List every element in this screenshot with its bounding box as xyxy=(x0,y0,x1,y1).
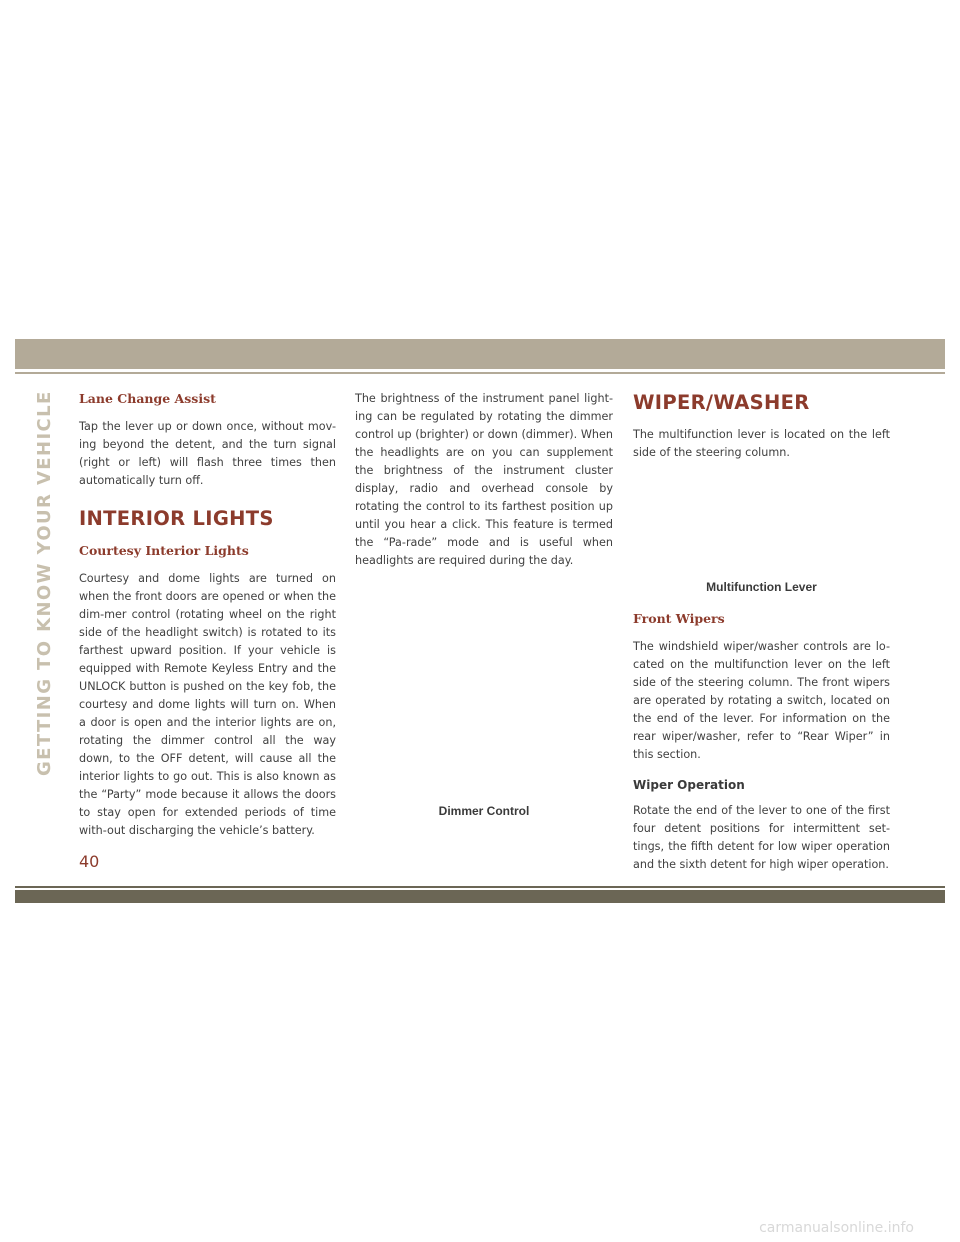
courtesy-lights-paragraph: Courtesy and dome lights are turned on when the front doors are opened or when the dim-mer control (rotating wheel on the right side of the headlight switch) is rotated to its farthest upward position. If your vehicle is equipped with Remote Keyless Entry and the UNLOCK button is pushed on the key fob, the courtesy and dome lights will turn on. When a door is open and the interior lights are on, rotating the dimmer control all the way down, to the OFF detent, will cause all the interior lights to go out. This is also known as the “Party” mode because it allows the doors to stay open for extended periods of time with-out discharging the vehicle’s battery. xyxy=(79,572,336,837)
column-1 xyxy=(79,390,336,852)
section-side-label xyxy=(34,390,56,850)
wiper-washer-heading: WIPER/WASHER xyxy=(633,391,810,414)
front-wipers-paragraph: The windshield wiper/washer controls are lo-cated on the multifunction lever on the left side of the steering column. The front wipers are operated by rotating a switch, located on the end of the lever. For information on the rear wiper/washer, refer to “Rear Wiper” in this section. xyxy=(633,640,890,761)
watermark: carmanualsonline.info xyxy=(759,1220,914,1236)
header-band xyxy=(15,339,945,369)
brightness-paragraph: The brightness of the instrument panel light-ing can be regulated by rotating the dimmer control up (brighter) or down (dimmer). When the headlights are on you can supplement the brightness of the instrument cluster display, radio and overhead console by rotating the control to its farthest position up until you hear a click. This feature is termed the “Pa-rade” mode and is useful when headlights are required during the day. xyxy=(355,392,613,567)
column-2 xyxy=(355,390,613,818)
front-wipers-heading: Front Wipers xyxy=(633,611,725,626)
section-side-label-text: GETTING TO KNOW YOUR VEHICLE xyxy=(34,390,55,776)
page-number: 40 xyxy=(79,852,100,871)
dimmer-control-figure xyxy=(355,582,613,804)
wiper-intro-paragraph: The multifunction lever is located on the left side of the steering column. xyxy=(633,428,890,459)
column-3 xyxy=(633,390,890,886)
lane-change-heading: Lane Change Assist xyxy=(79,391,216,406)
multifunction-lever-caption: Multifunction Lever xyxy=(706,580,817,594)
footer-rule xyxy=(15,886,945,888)
wiper-operation-heading: Wiper Operation xyxy=(633,778,745,792)
wiper-operation-paragraph: Rotate the end of the lever to one of the first four detent positions for intermittent set-tings, the fifth detent for low wiper operation and the sixth detent for high wiper operation. xyxy=(633,804,890,871)
dimmer-control-caption: Dimmer Control xyxy=(438,804,530,818)
multifunction-lever-figure xyxy=(633,474,890,580)
header-rule xyxy=(15,372,945,374)
interior-lights-heading: INTERIOR LIGHTS xyxy=(79,507,274,530)
lane-change-paragraph: Tap the lever up or down once, without mov-ing beyond the detent, and the turn signal (right or left) will flash three times then automatically turn off. xyxy=(79,420,336,487)
footer-band xyxy=(15,890,945,903)
courtesy-lights-heading: Courtesy Interior Lights xyxy=(79,543,249,558)
